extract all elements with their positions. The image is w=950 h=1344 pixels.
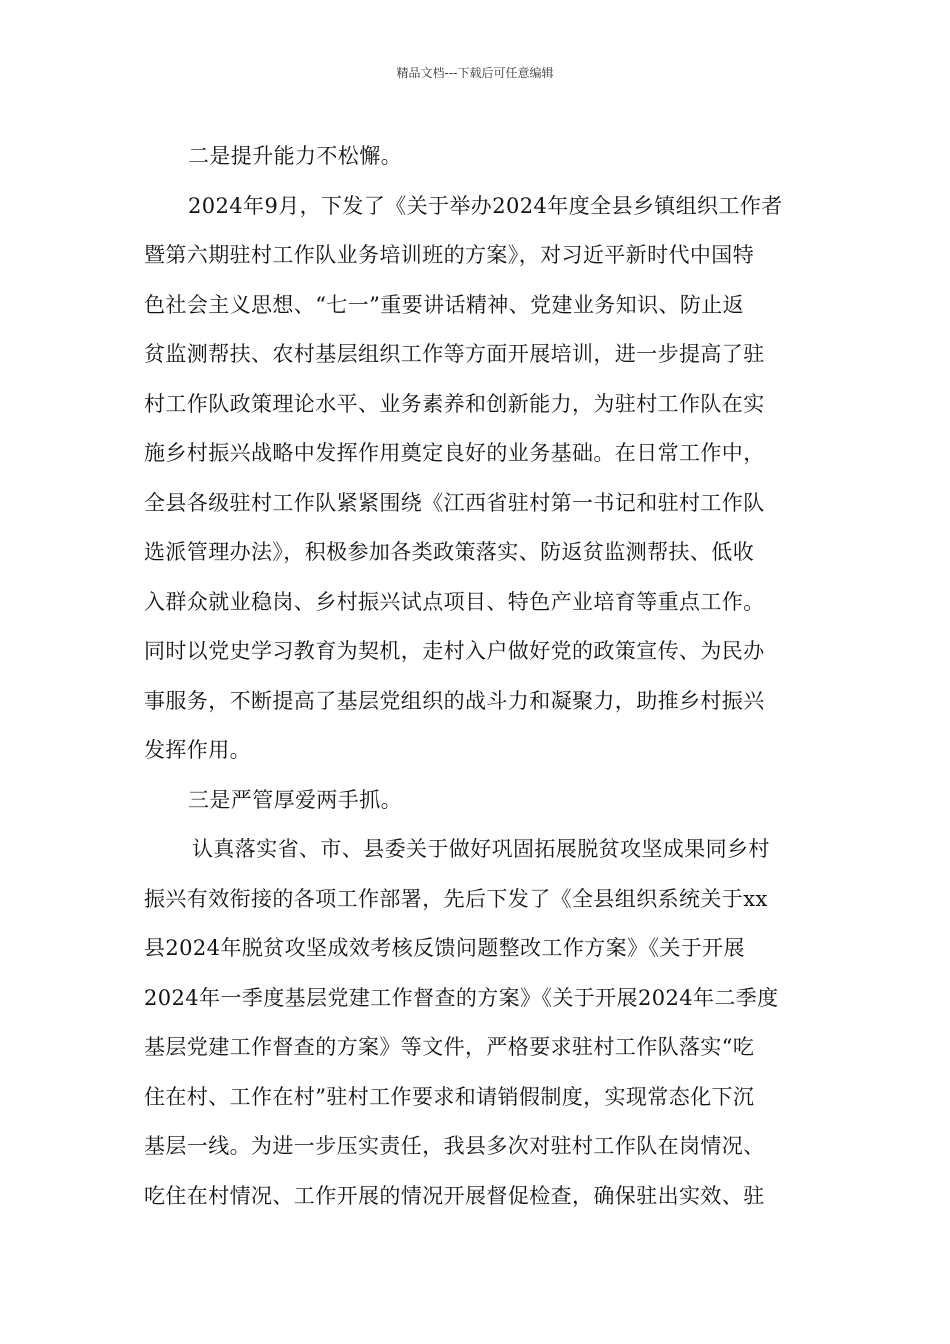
paragraph-line: 色社会主义思想、“七一”重要讲话精神、党建业务知识、防止返 — [144, 292, 745, 317]
page-header: 精品文档---下载后可任意编辑 — [396, 66, 554, 80]
paragraph-line: 入群众就业稳岗、乡村振兴试点项目、特色产业培育等重点工作。 — [144, 589, 765, 614]
paragraph-line: 施乡村振兴战略中发挥作用奠定良好的业务基础。在日常工作中， — [144, 441, 765, 465]
document-body — [144, 132, 806, 1221]
paragraph-line: 基层党建工作督查的方案》等文件，严格要求驻村工作队落实“吃 — [144, 1035, 755, 1059]
paragraph-line: 吃住在村情况、工作开展的情况开展督促检查，确保驻出实效、驻 — [144, 1183, 765, 1208]
paragraph-line: 认真落实省、市、县委关于做好巩固拓展脱贫攻坚成果同乡村 — [192, 837, 770, 861]
paragraph-line: 同时以党史学习教育为契机，走村入户做好党的政策宣传、为民办 — [144, 639, 765, 663]
paragraph-line: 振兴有效衔接的各项工作部署，先后下发了《全县组织系统关于xx — [144, 886, 768, 911]
paragraph-line: 村工作队政策理论水平、业务素养和创新能力，为驻村工作队在实 — [144, 391, 765, 416]
paragraph-line: 暨第六期驻村工作队业务培训班的方案》，对习近平新时代中国特 — [144, 243, 755, 267]
paragraph-line: 全县各级驻村工作队紧紧围绕《江西省驻村第一书记和驻村工作队 — [144, 490, 765, 515]
paragraph-line: 2024年一季度基层党建工作督查的方案》《关于开展2024年二季度 — [144, 985, 779, 1010]
paragraph-line: 县2024年脱贫攻坚成效考核反馈问题整改工作方案》《关于开展 — [144, 936, 745, 960]
paragraph-line: 基层一线。为进一步压实责任，我县多次对驻村工作队在岗情况、 — [144, 1134, 765, 1158]
paragraph-line: 2024年9月，下发了《关于举办2024年度全县乡镇组织工作者 — [188, 193, 783, 218]
paragraph-line: 发挥作用。 — [144, 738, 251, 762]
paragraph-line: 选派管理办法》，积极参加各类政策落实、防返贫监测帮扶、低收 — [144, 540, 755, 564]
paragraph-line: 贫监测帮扶、农村基层组织工作等方面开展培训，进一步提高了驻 — [144, 342, 765, 366]
section-heading: 三是严管厚爱两手抓。 — [188, 787, 402, 812]
paragraph-line: 事服务，不断提高了基层党组织的战斗力和凝聚力，助推乡村振兴 — [144, 688, 765, 713]
section-heading: 二是提升能力不松懈。 — [188, 144, 402, 168]
paragraph-line: 住在村、工作在村”驻村工作要求和请销假制度，实现常态化下沉 — [144, 1084, 755, 1109]
